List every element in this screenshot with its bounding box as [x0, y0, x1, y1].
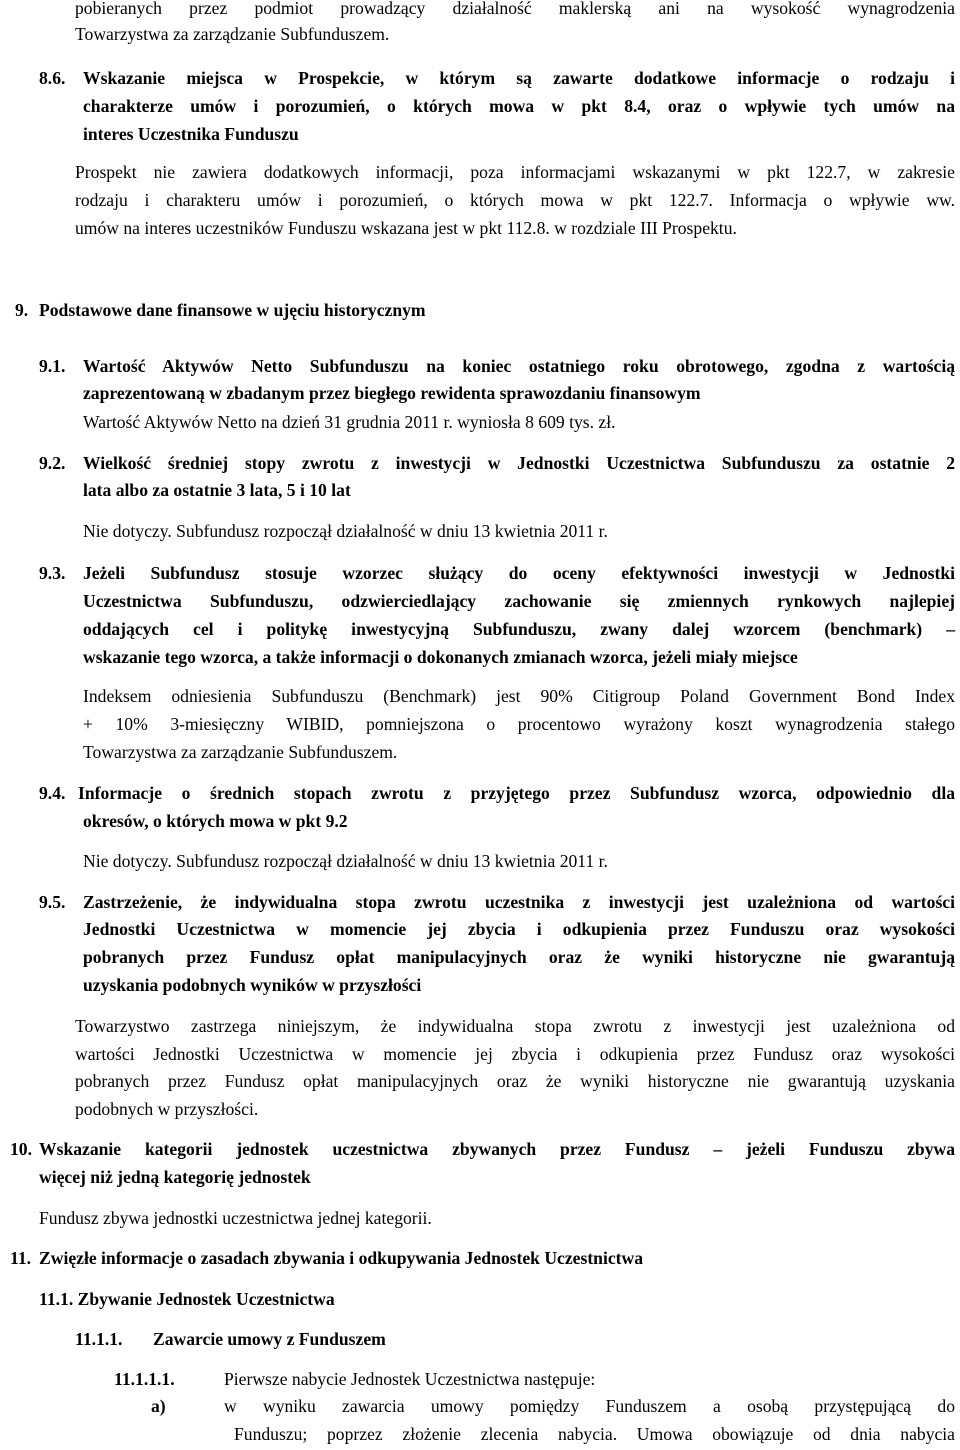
section-number: 9.: [15, 300, 29, 320]
section-number: 9.1.: [39, 356, 66, 376]
section-heading: Wielkość średniej stopy zwrotu z inwestycji w Jednostki Uczestnictwa Subfunduszu za ostatnie 2: [83, 453, 955, 473]
section-heading: lata albo za ostatnie 3 lata, 5 i 10 lat: [83, 480, 351, 500]
section-heading: Wartość Aktywów Netto Subfunduszu na koniec ostatniego roku obrotowego, zgodna z wartością: [83, 356, 955, 376]
paragraph-line: Nie dotyczy. Subfundusz rozpoczął działalność w dniu 13 kwietnia 2011 r.: [83, 851, 608, 871]
list-marker: a): [151, 1396, 166, 1416]
subsection-heading: Zawarcie umowy z Funduszem: [153, 1329, 386, 1349]
section-number: 11.: [10, 1248, 32, 1268]
paragraph-line: podobnych w przyszłości.: [75, 1099, 259, 1119]
section-heading: oddających cel i politykę inwestycyjną Subfunduszu, zwany dalej wzorcem (benchmark) –: [83, 619, 955, 639]
section-heading: Jednostki Uczestnictwa w momencie jej zbycia i odkupienia przez Funduszu oraz wysokości: [83, 919, 955, 939]
section-heading: Podstawowe dane finansowe w ujęciu historycznym: [39, 300, 426, 320]
section-number: 8.6.: [39, 68, 66, 88]
section-heading: pobranych przez Fundusz opłat manipulacyjnych oraz że wyniki historyczne nie gwarantują: [83, 947, 955, 967]
paragraph-line: + 10% 3-miesięczny WIBID, pomniejszona o procentowo wyrażony koszt wynagrodzenia stałego: [83, 714, 955, 734]
section-heading: Informacje o średnich stopach zwrotu z przyjętego przez Subfundusz wzorca, odpowiednio dla: [78, 783, 955, 803]
section-heading: wskazanie tego wzorca, a także informacji o dokonanych zmianach wzorca, jeżeli miały miejsce: [83, 647, 798, 667]
paragraph-line: rodzaju i charakteru umów i porozumień, o których mowa w pkt 122.7. Informacja o wpływie ww.: [75, 190, 955, 210]
paragraph-line: pobranych przez Fundusz opłat manipulacyjnych oraz że wyniki historyczne nie gwarantują uzyskania: [75, 1071, 955, 1091]
section-number: 9.5.: [39, 892, 66, 912]
section-number: 10.: [10, 1139, 32, 1159]
section-number: 9.3.: [39, 563, 66, 583]
paragraph-line: Towarzystwa za zarządzanie Subfunduszem.: [75, 24, 390, 44]
paragraph-line: Fundusz zbywa jednostki uczestnictwa jednej kategorii.: [39, 1208, 432, 1228]
paragraph-line: Towarzystwo zastrzega niniejszym, że indywidualna stopa zwrotu z inwestycji jest uzależniona od: [75, 1016, 955, 1036]
paragraph-line: Prospekt nie zawiera dodatkowych informacji, poza informacjami wskazanymi w pkt 122.7, w zakresie: [75, 162, 955, 182]
paragraph-line: umów na interes uczestników Funduszu wskazana jest w pkt 112.8. w rozdziale III Prospektu.: [75, 218, 737, 238]
paragraph-line: Nie dotyczy. Subfundusz rozpoczął działalność w dniu 13 kwietnia 2011 r.: [83, 521, 608, 541]
section-heading: Wskazanie miejsca w Prospekcie, w którym są zawarte dodatkowe informacje o rodzaju i: [83, 68, 955, 88]
section-number: 11.1.1.1.: [114, 1369, 175, 1389]
paragraph-line: Funduszu; poprzez złożenie zlecenia nabycia. Umowa obowiązuje od dnia nabycia: [234, 1424, 955, 1444]
section-heading: Uczestnictwa Subfunduszu, odzwierciedlający zachowanie się zmiennych rynkowych najlepiej: [83, 591, 955, 611]
section-number: 9.4.: [39, 783, 66, 803]
paragraph-line: Towarzystwa za zarządzanie Subfunduszem.: [83, 742, 398, 762]
paragraph-line: pobieranych przez podmiot prowadzący działalność maklerską ani na wysokość wynagrodzenia: [75, 0, 955, 18]
section-number: 11.1.1.: [75, 1329, 123, 1349]
section-heading: uzyskania podobnych wyników w przyszłości: [83, 975, 422, 995]
paragraph-line: w wyniku zawarcia umowy pomiędzy Funduszem a osobą przystępującą do: [224, 1396, 955, 1416]
section-heading: okresów, o których mowa w pkt 9.2: [83, 811, 348, 831]
paragraph-line: Wartość Aktywów Netto na dzień 31 grudnia 2011 r. wyniosła 8 609 tys. zł.: [83, 412, 616, 432]
section-heading: charakterze umów i porozumień, o których mowa w pkt 8.4, oraz o wpływie tych umów na: [83, 96, 955, 116]
section-heading: Zwięzłe informacje o zasadach zbywania i odkupywania Jednostek Uczestnictwa: [39, 1248, 644, 1268]
section-heading: więcej niż jedną kategorię jednostek: [39, 1167, 311, 1187]
section-heading: zaprezentowaną w zbadanym przez biegłego rewidenta sprawozdaniu finansowym: [83, 383, 701, 403]
paragraph-line: wartości Jednostki Uczestnictwa w momencie jej zbycia i odkupienia przez Fundusz oraz wysokości: [75, 1044, 955, 1064]
section-heading: interes Uczestnika Funduszu: [83, 124, 299, 144]
paragraph-line: Pierwsze nabycie Jednostek Uczestnictwa następuje:: [224, 1369, 596, 1389]
section-heading: Zastrzeżenie, że indywidualna stopa zwrotu uczestnika z inwestycji jest uzależniona od wartości: [83, 892, 955, 912]
section-number: 9.2.: [39, 453, 66, 473]
section-heading: Jeżeli Subfundusz stosuje wzorzec służący do oceny efektywności inwestycji w Jednostki: [83, 563, 955, 583]
paragraph-line: Indeksem odniesienia Subfunduszu (Benchmark) jest 90% Citigroup Poland Government Bond Index: [83, 686, 955, 706]
subsection-heading: 11.1. Zbywanie Jednostek Uczestnictwa: [39, 1289, 335, 1309]
section-heading: Wskazanie kategorii jednostek uczestnictwa zbywanych przez Fundusz – jeżeli Funduszu zbywa: [39, 1139, 955, 1159]
